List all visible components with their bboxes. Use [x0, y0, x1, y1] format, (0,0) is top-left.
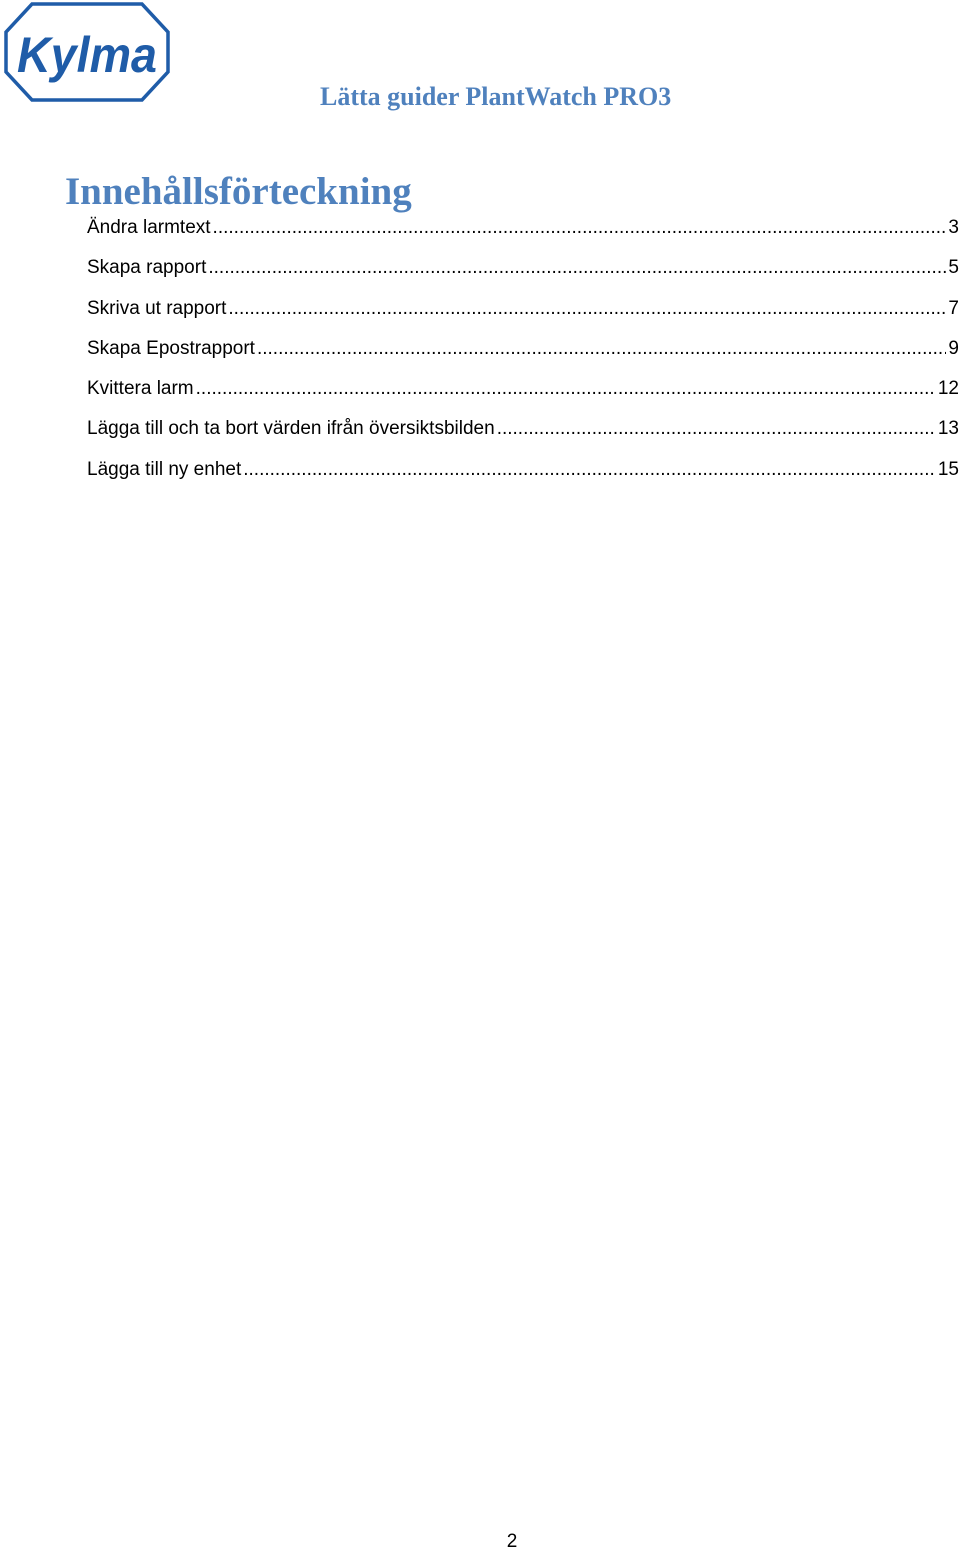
toc-entry-skriva-ut-rapport[interactable] — [87, 293, 959, 333]
toc-entry-page: 12 — [937, 378, 959, 400]
toc-entry-label: Skriva ut rapport — [87, 297, 227, 319]
toc-entry-page: 5 — [948, 257, 959, 279]
toc-dot-leader — [228, 293, 946, 325]
toc-entry-label: Ändra larmtext — [87, 217, 211, 238]
toc-dot-leader — [243, 454, 936, 486]
toc-entry-page: 9 — [948, 337, 959, 359]
page-number: 2 — [506, 1531, 518, 1552]
toc-dot-leader — [208, 252, 946, 284]
logo-wordmark: Kylma — [17, 27, 157, 83]
toc-entry-page: 15 — [937, 458, 959, 480]
toc-entry-kvittera-larm[interactable] — [87, 373, 959, 413]
toc-entry-andra-larmtext[interactable] — [87, 212, 959, 252]
kylma-logo-icon — [4, 2, 170, 102]
toc-entry-skapa-rapport[interactable] — [87, 252, 959, 292]
toc-dot-leader — [213, 212, 947, 244]
toc-heading: Innehållsförteckning — [65, 170, 412, 213]
toc-dot-leader — [497, 413, 936, 445]
toc-entry-page: 7 — [948, 297, 959, 319]
toc-entry-label: Skapa Epostrapport — [87, 337, 255, 359]
toc-entry-page: 3 — [948, 217, 959, 238]
toc-entry-label: Lägga till och ta bort värden ifrån översiktsbilden — [87, 418, 495, 440]
toc-entry-lagga-till-ny-enhet[interactable] — [87, 454, 959, 494]
toc-entry-page: 13 — [937, 418, 959, 440]
toc-entry-skapa-epostrapport[interactable] — [87, 333, 959, 373]
toc-entry-lagga-till-och-ta-bort-varden[interactable] — [87, 413, 959, 453]
table-of-contents — [87, 212, 959, 494]
kylma-logo — [4, 2, 170, 102]
toc-dot-leader — [196, 373, 936, 405]
toc-dot-leader — [257, 333, 946, 365]
toc-entry-label: Skapa rapport — [87, 257, 207, 279]
toc-entry-label: Lägga till ny enhet — [87, 458, 242, 480]
toc-entry-label: Kvittera larm — [87, 378, 194, 400]
document-header-title: Lätta guider PlantWatch PRO3 — [320, 82, 672, 111]
